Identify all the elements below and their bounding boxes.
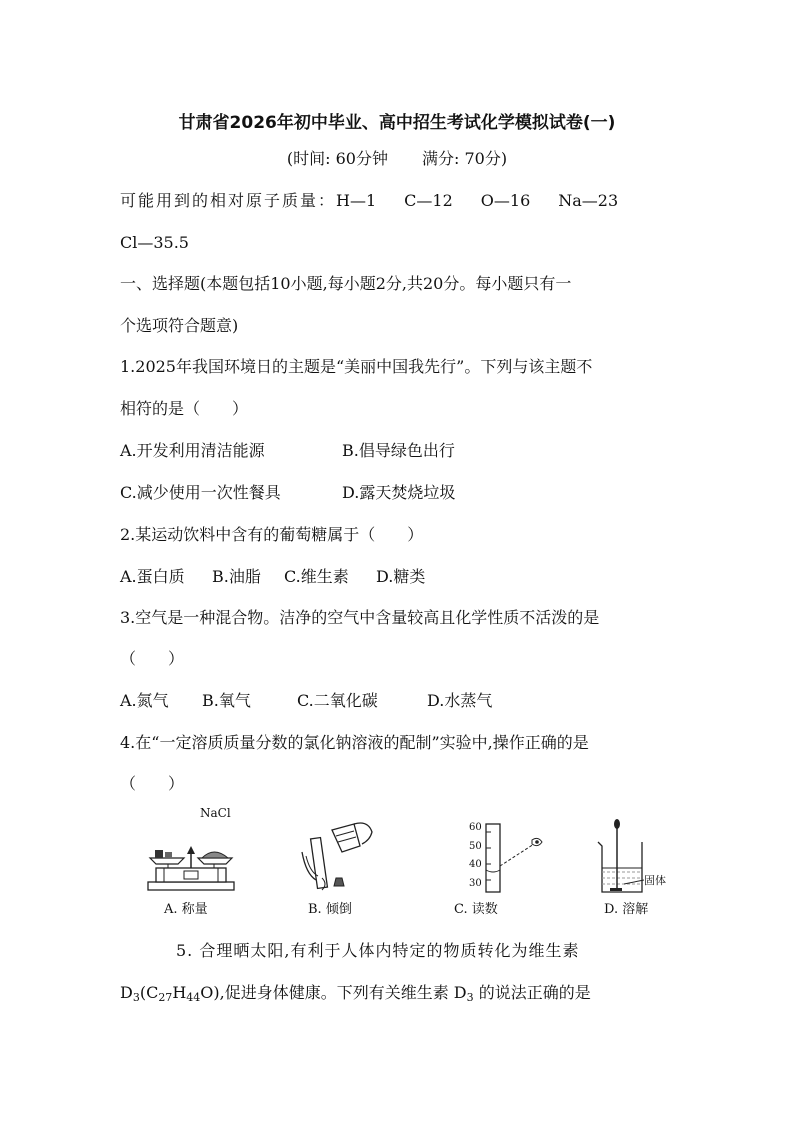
scale-tick: 60 [469, 822, 482, 833]
option-c[interactable]: C.减少使用一次性餐具 [120, 483, 281, 502]
atomic-mass-label: 可能用到的相对原子质量： [120, 191, 337, 210]
option-d[interactable]: D.露天焚烧垃圾 [342, 483, 456, 502]
section-heading-cont: 个选项符合题意) [120, 316, 239, 335]
atomic-mass-item: O—16 [480, 191, 531, 210]
page-title: 甘肃省2026年初中毕业、高中招生考试化学模拟试卷(一) [178, 113, 616, 133]
question-1-stem: 1.2025年我国环境日的主题是“美丽中国我先行”。下列与该主题不 [120, 357, 593, 376]
scale-tick: 40 [469, 859, 482, 870]
exam-info [0, 146, 794, 169]
question-4-stem: 4.在“一定溶质质量分数的氯化钠溶液的配制”实验中,操作正确的是 [120, 733, 589, 752]
scale-tick: 50 [469, 841, 482, 852]
atomic-mass-item: Cl—35.5 [120, 233, 189, 252]
option-b[interactable]: B.油脂 [212, 567, 261, 586]
subscript: 3 [132, 991, 140, 1004]
question-1-stem-cont: 相符的是（ ） [120, 399, 249, 418]
question-3-stem-cont: （ ） [120, 649, 185, 668]
question-4-stem-cont: （ ） [120, 774, 185, 793]
option-c[interactable]: C.二氧化碳 [297, 691, 378, 710]
option-b[interactable]: B.氧气 [202, 691, 251, 710]
exam-score: 满分: 70分) [422, 149, 508, 168]
figure-d-dissolving [592, 818, 666, 917]
subscript: 44 [186, 991, 201, 1004]
scale-tick: 30 [469, 878, 482, 889]
figure-c-reading [454, 822, 552, 917]
figure-d-caption: D. 溶解 [604, 902, 649, 917]
text-run: O),促进身体健康。下列有关维生素 D [200, 983, 467, 1002]
option-d[interactable]: D.水蒸气 [427, 691, 493, 710]
figure-a-balance [142, 806, 242, 917]
figure-c-caption: C. 读数 [454, 902, 498, 917]
subscript: 27 [158, 991, 173, 1004]
figure-b-pouring [292, 816, 382, 917]
section-heading: 一、选择题(本题包括10小题,每小题2分,共20分。每小题只有一 [120, 274, 572, 293]
figure-a-caption: A. 称量 [164, 902, 208, 917]
atomic-mass-item: C—12 [404, 191, 453, 210]
question-5-stem: 5. 合理晒太阳,有利于人体内特定的物质转化为维生素 [176, 941, 580, 960]
text-run: 的说法正确的是 [473, 983, 591, 1002]
option-d[interactable]: D.糖类 [376, 567, 426, 586]
atomic-mass-item: H—1 [336, 191, 377, 210]
question-3-options [120, 690, 492, 712]
figure-b-caption: B. 倾倒 [308, 902, 352, 917]
pouring-illustration [292, 816, 382, 896]
question-2-stem: 2.某运动饮料中含有的葡萄糖属于（ ） [120, 525, 424, 544]
subscript: 3 [466, 991, 474, 1004]
figure-d-label: 固体 [644, 874, 666, 887]
question-3-stem: 3.空气是一种混合物。洁净的空气中含量较高且化学性质不活泼的是 [120, 608, 600, 627]
balance-illustration [142, 816, 242, 896]
question-1-options-row2 [120, 482, 455, 504]
option-b[interactable]: B.倡导绿色出行 [342, 441, 455, 460]
question-1-options-row1 [120, 440, 455, 462]
option-c[interactable]: C.维生素 [284, 567, 349, 586]
question-2-options [120, 566, 425, 588]
option-a[interactable]: A.开发利用清洁能源 [120, 441, 265, 460]
question-5-stem-cont [120, 982, 591, 1004]
text-run: (C [139, 983, 159, 1002]
option-a[interactable]: A.蛋白质 [120, 567, 185, 586]
text-run: D [120, 983, 133, 1002]
cylinder-illustration [472, 822, 552, 896]
option-a[interactable]: A.氮气 [120, 691, 169, 710]
exam-time: (时间: 60分钟 [286, 149, 388, 168]
figure-a-label: NaCl [200, 806, 231, 820]
atomic-mass-line [120, 190, 618, 212]
text-run: H [172, 983, 187, 1002]
atomic-mass-item: Na—23 [558, 191, 619, 210]
